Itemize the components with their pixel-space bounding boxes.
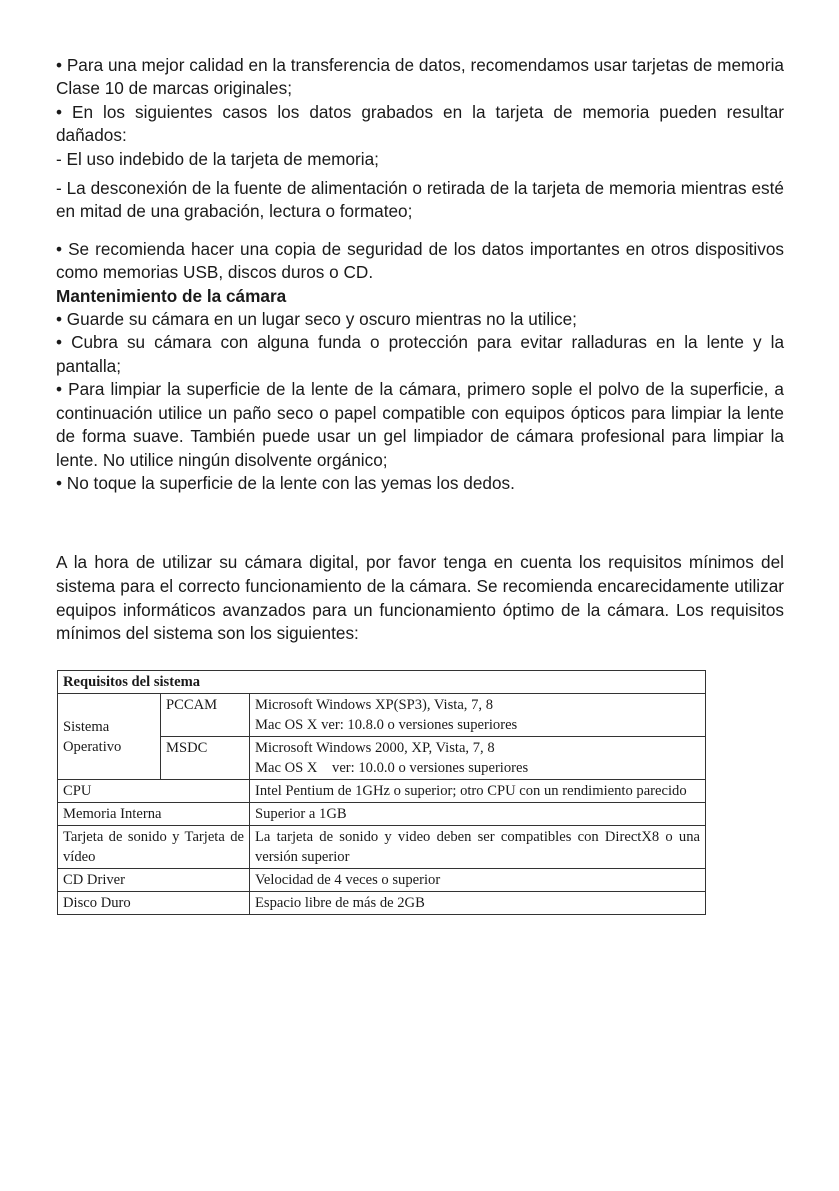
memory-label: Memoria Interna: [58, 803, 250, 826]
msdc-windows: Microsoft Windows 2000, XP, Vista, 7, 8: [255, 740, 495, 756]
maintenance-item: • No toque la superficie de la lente con las yemas los dedos.: [56, 472, 515, 493]
pccam-value: [250, 694, 706, 737]
maintenance-item: • Guarde su cámara en un lugar seco y oscuro mientras no la utilice;: [56, 309, 577, 330]
note-power-disconnect: - La desconexión de la fuente de alimentación o retirada de la tarjeta de memoria mientras esté en mitad de una grabación, lectura o formateo;: [56, 178, 784, 222]
requirements-table-wrapper: [57, 670, 706, 915]
requirements-table: [57, 670, 706, 915]
table-row: [58, 671, 706, 694]
memory-value: Superior a 1GB: [250, 803, 706, 826]
sound-video-label: Tarjeta de sonido y Tarjeta de vídeo: [58, 826, 250, 869]
cd-driver-value: Velocidad de 4 veces o superior: [250, 869, 706, 892]
maintenance-item: • Cubra su cámara con alguna funda o protección para evitar ralladuras en la lente y la pantalla;: [56, 332, 784, 376]
maintenance-item: • Para limpiar la superficie de la lente de la cámara, primero sople el polvo de la superficie, a continuación utilice un paño seco o papel compatible con equipos ópticos para limpiar la lente de forma suave. También puede usar un gel limpiador de cámara profesional para limpiar la lente. No utilice ningún disolvente orgánico;: [56, 379, 784, 470]
cd-driver-label: CD Driver: [58, 869, 250, 892]
maintenance-heading: Mantenimiento de la cámara: [56, 285, 287, 306]
note-memory-class: • Para una mejor calidad en la transferencia de datos, recomendamos usar tarjetas de memoria Clase 10 de marcas originales;: [56, 55, 784, 99]
msdc-label: MSDC: [161, 737, 250, 780]
cpu-label: CPU: [58, 780, 250, 803]
note-improper-use: - El uso indebido de la tarjeta de memoria;: [56, 148, 379, 169]
note-data-damage: • En los siguientes casos los datos grabados en la tarjeta de memoria pueden resultar dañados:: [56, 101, 784, 146]
hard-disk-label: Disco Duro: [58, 892, 250, 915]
os-label: Sistema Operativo: [58, 694, 161, 780]
table-row: [58, 892, 706, 915]
document-page: [56, 54, 784, 646]
table-row: [58, 803, 706, 826]
pccam-mac: Mac OS X ver: 10.8.0 o versiones superiores: [255, 717, 518, 733]
table-row: [58, 780, 706, 803]
sound-video-value: La tarjeta de sonido y video deben ser compatibles con DirectX8 o una versión superior: [250, 826, 706, 869]
msdc-value: [250, 737, 706, 780]
hard-disk-value: Espacio libre de más de 2GB: [250, 892, 706, 915]
table-title: Requisitos del sistema: [58, 671, 706, 694]
table-row: [58, 869, 706, 892]
pccam-windows: Microsoft Windows XP(SP3), Vista, 7, 8: [255, 697, 493, 713]
table-row: [58, 694, 706, 737]
table-row: [58, 826, 706, 869]
cpu-value: Intel Pentium de 1GHz o superior; otro CPU con un rendimiento parecido: [250, 780, 706, 803]
pccam-label: PCCAM: [161, 694, 250, 737]
note-backup: • Se recomienda hacer una copia de seguridad de los datos importantes en otros dispositivos como memorias USB, discos duros o CD.: [56, 238, 784, 283]
msdc-mac: Mac OS X ver: 10.0.0 o versiones superiores: [255, 760, 529, 776]
requirements-intro: A la hora de utilizar su cámara digital, por favor tenga en cuenta los requisitos mínimos del sistema para el correcto funcionamiento de la cámara. Se recomienda encarecidamente utilizar equipos informáticos avanzados para un funcionamiento óptimo de la cámara. Los requisitos mínimos del sistema son los siguientes:: [56, 552, 784, 644]
